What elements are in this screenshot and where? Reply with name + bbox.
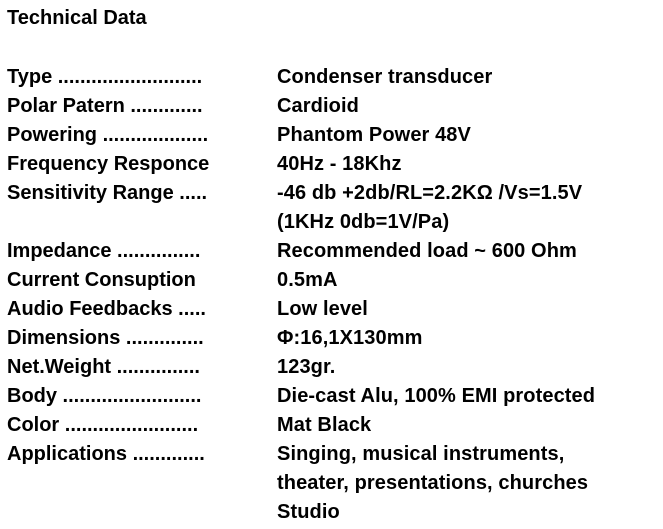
spec-row-color <box>7 411 663 440</box>
spec-value-line: Studio <box>277 501 340 523</box>
spec-value <box>277 150 663 179</box>
spec-label: Net.Weight ............... <box>7 356 200 378</box>
spec-value-line: Cardioid <box>277 95 359 117</box>
spec-value <box>277 295 663 324</box>
spec-value-line: Singing, musical instruments, <box>277 443 565 465</box>
spec-row-type <box>7 63 663 92</box>
spec-value-line: (1KHz 0db=1V/Pa) <box>277 211 450 233</box>
spec-row-sensitivity-range <box>7 179 663 237</box>
spec-row-powering <box>7 121 663 150</box>
spec-value-line: Phantom Power 48V <box>277 124 471 146</box>
spec-label: Current Consuption <box>7 269 196 291</box>
spec-value <box>277 92 663 121</box>
spec-row-frequency-response <box>7 150 663 179</box>
spec-value-line: Mat Black <box>277 414 372 436</box>
spec-value-line: theater, presentations, churches <box>277 472 589 494</box>
spec-label: Dimensions .............. <box>7 327 204 349</box>
spec-label: Impedance ............... <box>7 240 201 262</box>
spec-value-line: -46 db +2db/RL=2.2KΩ /Vs=1.5V <box>277 182 583 204</box>
spec-label: Powering ................... <box>7 124 209 146</box>
spec-row-impedance <box>7 237 663 266</box>
spec-row-current-consumption <box>7 266 663 295</box>
spec-value <box>277 382 663 411</box>
spec-row-dimensions <box>7 324 663 353</box>
spec-value <box>277 353 663 382</box>
spec-value <box>277 63 663 92</box>
spec-label: Type .......................... <box>7 66 203 88</box>
spec-value <box>277 179 663 237</box>
spec-list <box>7 63 663 527</box>
spec-row-net-weight <box>7 353 663 382</box>
spec-label: Frequency Responce <box>7 153 210 175</box>
spec-label: Body ......................... <box>7 385 202 407</box>
spec-value <box>277 121 663 150</box>
spec-value-line: 40Hz - 18Khz <box>277 153 402 175</box>
spec-label: Polar Patern ............. <box>7 95 203 117</box>
spec-label: Audio Feedbacks ..... <box>7 298 206 320</box>
spec-value-line: Condenser transducer <box>277 66 493 88</box>
spec-row-polar-pattern <box>7 92 663 121</box>
spec-row-applications <box>7 440 663 527</box>
spec-value-line: Die-cast Alu, 100% EMI protected <box>277 385 596 407</box>
spec-value <box>277 440 663 527</box>
spec-value <box>277 411 663 440</box>
page-title: Technical Data <box>7 7 147 29</box>
spec-value-line: Low level <box>277 298 368 320</box>
spec-row-audio-feedbacks <box>7 295 663 324</box>
spec-value-line: Φ:16,1X130mm <box>277 327 423 349</box>
spec-value <box>277 266 663 295</box>
spec-row-body <box>7 382 663 411</box>
spec-label: Sensitivity Range ..... <box>7 182 208 204</box>
spec-label: Applications ............. <box>7 443 205 465</box>
spec-value-line: 123gr. <box>277 356 336 378</box>
spec-value <box>277 324 663 353</box>
spec-value-line: Recommended load ~ 600 Ohm <box>277 240 577 262</box>
spec-value <box>277 237 663 266</box>
spec-label: Color ........................ <box>7 414 199 436</box>
spec-value-line: 0.5mA <box>277 269 338 291</box>
